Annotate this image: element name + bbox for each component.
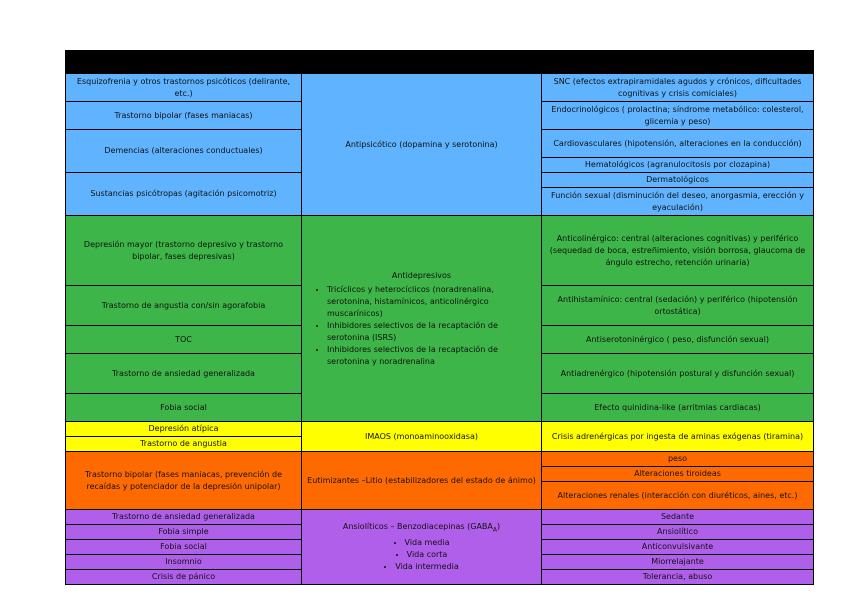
effect-cell: Anticonvulsivante (542, 540, 814, 555)
table-row (66, 216, 814, 286)
table-row (66, 510, 814, 525)
effect-cell: Endocrinológicos ( prolactina; síndrome metabólico: colesterol, glicemia y peso) (542, 102, 814, 130)
psychopharmacology-table (65, 50, 814, 585)
effect-cell: peso (542, 452, 814, 467)
effect-cell: Alteraciones tiroideas (542, 467, 814, 482)
table-header-row (66, 51, 814, 74)
drug-list (305, 284, 538, 368)
table-row (66, 74, 814, 102)
drug-list (305, 537, 538, 573)
indication-cell: Fobia simple (66, 525, 302, 540)
effect-cell: Hematológicos (agranulocitosis por clozapina) (542, 158, 814, 173)
table-row (66, 422, 814, 437)
drug-title: Antidepresivos (391, 270, 452, 280)
indication-cell: TOC (66, 326, 302, 354)
indication-cell: Depresión atípica (66, 422, 302, 437)
indication-cell: Demencias (alteraciones conductuales) (66, 130, 302, 173)
drug-title: Ansiolíticos – Benzodiacepinas $(GABA_A)$ (342, 521, 501, 534)
indication-cell: Insomnio (66, 555, 302, 570)
effect-cell: Antiserotoninérgico ( peso, disfunción sexual) (542, 326, 814, 354)
effect-cell: Anticolinérgico: central (alteraciones cognitivas) y periférico (sequedad de boca, estreñimiento, visión borrosa, glaucoma de ángulo estrecho, retención urinaria) (542, 216, 814, 286)
effect-cell: Alteraciones renales (interacción con diuréticos, aines, etc.) (542, 482, 814, 510)
list-item: • Inhibidores selectivos de la recaptación de serotonina y noradrenalina (327, 344, 538, 368)
list-item: • Inhibidores selectivos de la recaptación de serotonina (ISRS) (327, 320, 538, 344)
drug-cell-antidepresivos (302, 216, 542, 422)
effect-cell: Cardiovasculares (hipotensión, alteraciones en la conducción) (542, 130, 814, 158)
indication-cell: Fobia social (66, 394, 302, 422)
effect-cell: Dermatológicos (542, 173, 814, 188)
effect-cell: Función sexual (disminución del deseo, anorgasmia, erección y eyaculación) (542, 188, 814, 216)
indication-cell: Esquizofrenia y otros trastornos psicóticos (delirante, etc.) (66, 74, 302, 102)
indication-cell: Trastorno de angustia con/sin agorafobia (66, 286, 302, 326)
indication-cell: Trastorno de ansiedad generalizada (66, 354, 302, 394)
list-item: • Vida intermedia (305, 561, 538, 573)
indication-cell: Trastorno de angustia (66, 437, 302, 452)
indication-cell: Sustancias psicótropas (agitación psicomotriz) (66, 173, 302, 216)
effect-cell: Efecto quinidina-like (arritmias cardiacas) (542, 394, 814, 422)
effect-cell: Miorrelajante (542, 555, 814, 570)
drug-cell-antipsicotico: Antipsicótico (dopamina y serotonina) (302, 74, 542, 216)
indication-cell: Depresión mayor (trastorno depresivo y trastorno bipolar, fases depresivas) (66, 216, 302, 286)
list-item: • Tricíclicos y heterocíclicos (noradrenalina, serotonina, histamínicos, anticolinérgico muscarínicos) (327, 284, 538, 320)
effect-cell: Antiadrenérgico (hipotensión postural y disfunción sexual) (542, 354, 814, 394)
list-item: • Vida media (305, 537, 538, 549)
drug-cell-ansioliticos (302, 510, 542, 585)
drug-cell-imaos: IMAOS (monoaminooxidasa) (302, 422, 542, 452)
effect-cell: Tolerancia, abuso (542, 570, 814, 585)
effect-cell: SNC (efectos extrapiramidales agudos y crónicos, dificultades cognitivas y crisis comiciales) (542, 74, 814, 102)
indication-cell: Trastorno bipolar (fases maniacas) (66, 102, 302, 130)
effect-cell: Antihistamínico: central (sedación) y periférico (hipotensión ortostática) (542, 286, 814, 326)
effect-cell: Crisis adrenérgicas por ingesta de aminas exógenas (tiramina) (542, 422, 814, 452)
effect-cell: Ansiolítico (542, 525, 814, 540)
indication-cell: Trastorno bipolar (fases maniacas, prevención de recaídas y potenciador de la depresión unipolar) (66, 452, 302, 510)
indication-cell: Fobia social (66, 540, 302, 555)
indication-cell: Trastorno de ansiedad generalizada (66, 510, 302, 525)
table-row (66, 452, 814, 467)
effect-cell: Sedante (542, 510, 814, 525)
drug-cell-eutimizantes: Eutimizantes –Litio (estabilizadores del estado de ánimo) (302, 452, 542, 510)
list-item: • Vida corta (305, 549, 538, 561)
indication-cell: Crisis de pánico (66, 570, 302, 585)
header-bar (66, 51, 814, 74)
